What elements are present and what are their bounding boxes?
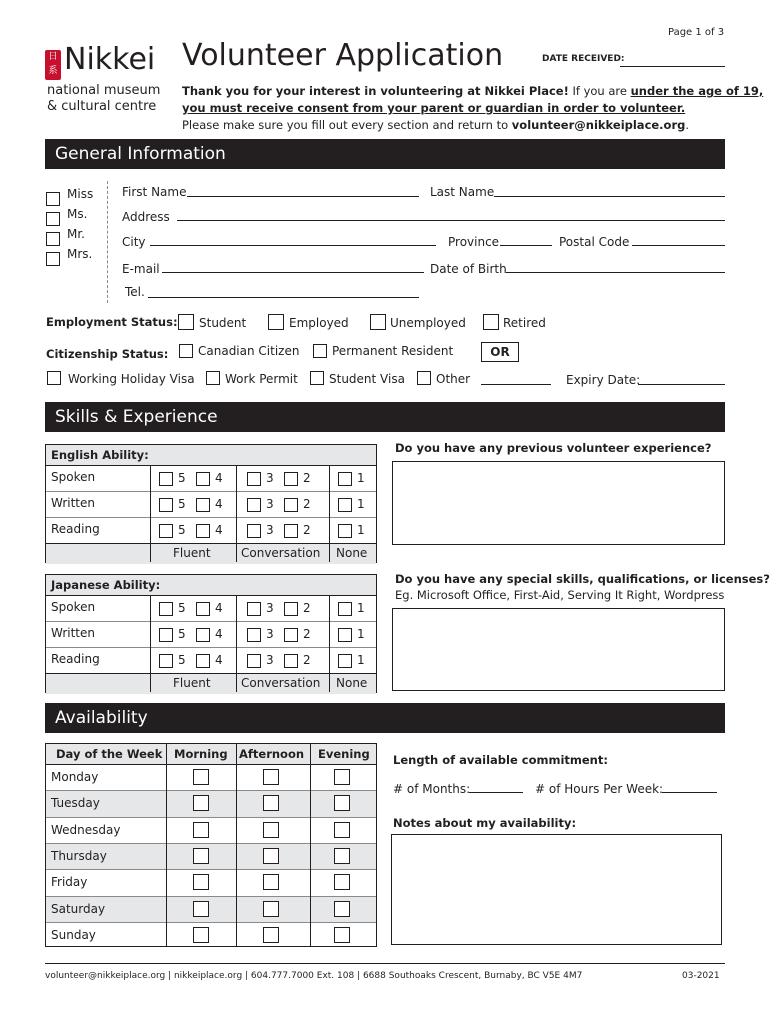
availability-notes-label: Notes about my availability:	[393, 816, 577, 830]
table-row	[46, 647, 376, 648]
employment-employed-checkbox[interactable]	[268, 314, 284, 330]
rating-level-label: 4	[215, 627, 223, 641]
rating-level-label: 5	[178, 471, 186, 485]
rating-level-label: 5	[178, 653, 186, 667]
japanese-ability-table	[45, 574, 377, 693]
wednesday-evening-checkbox[interactable]	[334, 822, 350, 838]
availability-notes-box[interactable]	[391, 834, 722, 945]
last-name-field[interactable]	[494, 196, 725, 197]
english-written-level-4-checkbox[interactable]	[196, 498, 210, 512]
japanese-reading-level-4-checkbox[interactable]	[196, 654, 210, 668]
intro-under: under the age of 19,	[630, 84, 764, 98]
english-reading-level-2-checkbox[interactable]	[284, 524, 298, 538]
japanese-spoken-level-5-checkbox[interactable]	[159, 602, 173, 616]
tel-label: Tel.	[125, 285, 145, 299]
footer-rule	[45, 963, 725, 964]
english-reading-level-3-checkbox[interactable]	[247, 524, 261, 538]
table-row	[46, 621, 376, 622]
table-row	[46, 543, 376, 564]
work-permit-checkbox[interactable]	[206, 371, 220, 385]
work-permit-label: Work Permit	[225, 372, 298, 386]
sunday-evening-checkbox[interactable]	[334, 927, 350, 943]
commitment-length-label: Length of available commitment:	[393, 753, 608, 767]
sunday-morning-checkbox[interactable]	[193, 927, 209, 943]
section-availability-heading	[45, 703, 725, 733]
title-ms-checkbox[interactable]	[46, 212, 60, 226]
col-afternoon-header: Afternoon	[239, 747, 305, 761]
rating-level-label: 4	[215, 523, 223, 537]
hours-field[interactable]	[662, 792, 717, 793]
rating-level-label: 2	[303, 497, 311, 511]
rating-level-label: 2	[303, 601, 311, 615]
english-written-level-1-checkbox[interactable]	[338, 498, 352, 512]
rating-level-label: 4	[215, 601, 223, 615]
footer-contact: volunteer@nikkeiplace.org | nikkeiplace.org | 604.777.7000 Ext. 108 | 6688 Southoaks Crescent, Burnaby, BC V5E 4M7	[45, 971, 583, 981]
table-row	[46, 673, 376, 694]
intro3-email[interactable]: volunteer@nikkeiplace.org	[511, 118, 686, 132]
title-miss-label: Miss	[67, 187, 94, 201]
english-written-level-3-checkbox[interactable]	[247, 498, 261, 512]
column-divider	[329, 595, 330, 692]
japanese-reading-level-2-checkbox[interactable]	[284, 654, 298, 668]
english-conversation-label: Conversation	[241, 546, 321, 560]
rating-level-label: 1	[357, 653, 365, 667]
title-mr-label: Mr.	[67, 227, 85, 241]
permanent-resident-label: Permanent Resident	[332, 344, 454, 358]
japanese-written-level-3-checkbox[interactable]	[247, 628, 261, 642]
other-visa-checkbox[interactable]	[417, 371, 431, 385]
thursday-afternoon-checkbox[interactable]	[263, 848, 279, 864]
japanese-written-level-1-checkbox[interactable]	[338, 628, 352, 642]
rating-level-label: 1	[357, 523, 365, 537]
employment-employed-label: Employed	[289, 316, 349, 330]
column-divider	[166, 744, 167, 946]
address-label: Address	[122, 210, 170, 224]
title-mrs-checkbox[interactable]	[46, 252, 60, 266]
volunteer-experience-question: Do you have any previous volunteer experience?	[395, 441, 712, 455]
section-general-heading	[45, 139, 725, 169]
monday-evening-checkbox[interactable]	[334, 769, 350, 785]
intro-line-2: you must receive consent from your parent or guardian in order to volunteer.	[182, 101, 686, 115]
rating-level-label: 3	[266, 523, 274, 537]
intro3-post: .	[685, 118, 690, 132]
last-name-label: Last Name	[430, 185, 495, 199]
hours-label: # of Hours Per Week:	[535, 782, 664, 796]
city-field[interactable]	[150, 245, 436, 246]
employment-unemployed-label: Unemployed	[390, 316, 466, 330]
column-divider	[310, 744, 311, 946]
table-row	[46, 595, 376, 596]
english-spoken-level-2-checkbox[interactable]	[284, 472, 298, 486]
first-name-label: First Name	[122, 185, 187, 199]
english-reading-level-1-checkbox[interactable]	[338, 524, 352, 538]
japanese-reading-level-5-checkbox[interactable]	[159, 654, 173, 668]
employment-retired-label: Retired	[503, 316, 546, 330]
dob-label: Date of Birth	[430, 262, 507, 276]
monday-afternoon-checkbox[interactable]	[263, 769, 279, 785]
address-field[interactable]	[177, 220, 725, 221]
intro-line-1	[182, 84, 763, 98]
special-skills-box[interactable]	[392, 608, 725, 691]
japanese-written-label: Written	[51, 626, 95, 640]
english-written-label: Written	[51, 496, 95, 510]
day-label-saturday: Saturday	[51, 901, 106, 916]
japanese-ability-title: Japanese Ability:	[46, 575, 376, 595]
japanese-none-label: None	[336, 676, 368, 690]
japanese-fluent-label: Fluent	[173, 676, 211, 690]
japanese-spoken-label: Spoken	[51, 600, 96, 614]
day-label-wednesday: Wednesday	[51, 822, 121, 837]
english-ability-title: English Ability:	[46, 445, 376, 465]
saturday-afternoon-checkbox[interactable]	[263, 901, 279, 917]
friday-evening-checkbox[interactable]	[334, 874, 350, 890]
day-label-friday: Friday	[51, 875, 88, 890]
rating-level-label: 5	[178, 627, 186, 641]
table-row	[46, 465, 376, 466]
working-holiday-checkbox[interactable]	[47, 371, 61, 385]
column-divider	[150, 465, 151, 562]
english-reading-label: Reading	[51, 522, 100, 536]
japanese-reading-level-1-checkbox[interactable]	[338, 654, 352, 668]
japanese-reading-label: Reading	[51, 652, 100, 666]
logo-mark-icon: 日 系	[45, 50, 61, 80]
rating-level-label: 1	[357, 497, 365, 511]
rating-level-label: 5	[178, 497, 186, 511]
postal-code-field[interactable]	[632, 245, 725, 246]
first-name-field[interactable]	[187, 196, 419, 197]
logo-subtitle-1: national museum	[47, 83, 161, 98]
rating-level-label: 2	[303, 523, 311, 537]
rating-level-label: 1	[357, 601, 365, 615]
rating-level-label: 2	[303, 471, 311, 485]
email-field[interactable]	[162, 272, 424, 273]
day-label-tuesday: Tuesday	[51, 796, 100, 811]
rating-level-label: 4	[215, 497, 223, 511]
table-row	[46, 517, 376, 518]
province-label: Province	[448, 235, 500, 249]
months-label: # of Months:	[393, 782, 471, 796]
rating-level-label: 5	[178, 601, 186, 615]
special-skills-question: Do you have any special skills, qualifications, or licenses?	[395, 572, 770, 586]
months-field[interactable]	[469, 792, 523, 793]
employment-status-label: Employment Status:	[46, 315, 178, 329]
rating-level-label: 3	[266, 653, 274, 667]
rating-level-label: 3	[266, 627, 274, 641]
availability-heading-text: Availability	[55, 708, 148, 728]
citizen-checkbox[interactable]	[179, 344, 193, 358]
sunday-afternoon-checkbox[interactable]	[263, 927, 279, 943]
rating-level-label: 3	[266, 497, 274, 511]
city-label: City	[122, 235, 146, 249]
citizen-label: Canadian Citizen	[198, 344, 300, 358]
rating-level-label: 5	[178, 523, 186, 537]
english-fluent-label: Fluent	[173, 546, 211, 560]
column-divider	[236, 744, 237, 946]
wednesday-morning-checkbox[interactable]	[193, 822, 209, 838]
column-divider	[329, 465, 330, 562]
employment-student-checkbox[interactable]	[178, 314, 194, 330]
monday-morning-checkbox[interactable]	[193, 769, 209, 785]
availability-table	[45, 743, 377, 947]
intro3-pre: Please make sure you fill out every section and return to	[182, 118, 512, 132]
japanese-reading-level-3-checkbox[interactable]	[247, 654, 261, 668]
saturday-evening-checkbox[interactable]	[334, 901, 350, 917]
tuesday-afternoon-checkbox[interactable]	[263, 795, 279, 811]
rating-level-label: 2	[303, 653, 311, 667]
expiry-field[interactable]	[638, 384, 725, 385]
japanese-written-level-2-checkbox[interactable]	[284, 628, 298, 642]
rating-level-label: 2	[303, 627, 311, 641]
english-spoken-level-1-checkbox[interactable]	[338, 472, 352, 486]
japanese-written-level-5-checkbox[interactable]	[159, 628, 173, 642]
saturday-morning-checkbox[interactable]	[193, 901, 209, 917]
intro-rest: If you are	[568, 84, 631, 98]
general-heading-text: General Information	[55, 144, 226, 164]
title-mr-checkbox[interactable]	[46, 232, 60, 246]
friday-afternoon-checkbox[interactable]	[263, 874, 279, 890]
title-divider	[107, 181, 108, 303]
english-written-level-2-checkbox[interactable]	[284, 498, 298, 512]
day-label-thursday: Thursday	[51, 848, 107, 863]
wednesday-afternoon-checkbox[interactable]	[263, 822, 279, 838]
rating-level-label: 3	[266, 601, 274, 615]
friday-morning-checkbox[interactable]	[193, 874, 209, 890]
japanese-spoken-level-2-checkbox[interactable]	[284, 602, 298, 616]
japanese-spoken-level-1-checkbox[interactable]	[338, 602, 352, 616]
english-spoken-label: Spoken	[51, 470, 96, 484]
page-number: Page 1 of 3	[668, 27, 725, 38]
table-row	[46, 491, 376, 492]
working-holiday-label: Working Holiday Visa	[68, 372, 195, 386]
student-visa-label: Student Visa	[329, 372, 405, 386]
english-spoken-level-5-checkbox[interactable]	[159, 472, 173, 486]
english-spoken-level-4-checkbox[interactable]	[196, 472, 210, 486]
date-received-label: DATE RECEIVED:	[542, 54, 625, 64]
title-miss-checkbox[interactable]	[46, 192, 60, 206]
title-ms-label: Ms.	[67, 207, 88, 221]
column-divider	[150, 595, 151, 692]
col-morning-header: Morning	[174, 747, 228, 761]
employment-retired-checkbox[interactable]	[483, 314, 499, 330]
english-spoken-level-3-checkbox[interactable]	[247, 472, 261, 486]
col-day-header: Day of the Week	[56, 747, 163, 761]
japanese-spoken-level-4-checkbox[interactable]	[196, 602, 210, 616]
rating-level-label: 3	[266, 471, 274, 485]
rating-level-label: 1	[357, 627, 365, 641]
tuesday-morning-checkbox[interactable]	[193, 795, 209, 811]
japanese-written-level-4-checkbox[interactable]	[196, 628, 210, 642]
intro-line-3	[182, 118, 689, 132]
special-skills-example: Eg. Microsoft Office, First-Aid, Serving It Right, Wordpress	[395, 588, 725, 602]
employment-unemployed-checkbox[interactable]	[370, 314, 386, 330]
postal-code-label: Postal Code	[559, 235, 630, 249]
col-evening-header: Evening	[318, 747, 370, 761]
expiry-label: Expiry Date:	[566, 373, 641, 387]
permanent-resident-checkbox[interactable]	[313, 344, 327, 358]
citizenship-status-label: Citizenship Status:	[46, 347, 169, 361]
student-visa-checkbox[interactable]	[310, 371, 324, 385]
dob-field[interactable]	[506, 272, 725, 273]
date-received-field[interactable]	[620, 66, 725, 67]
table-row	[46, 869, 376, 895]
logo-subtitle-2: & cultural centre	[47, 99, 157, 114]
english-written-level-5-checkbox[interactable]	[159, 498, 173, 512]
or-badge: OR	[481, 342, 519, 362]
english-reading-level-4-checkbox[interactable]	[196, 524, 210, 538]
province-field[interactable]	[500, 245, 552, 246]
volunteer-experience-box[interactable]	[392, 461, 725, 545]
intro-bold: Thank you for your interest in volunteering at Nikkei Place!	[182, 84, 569, 98]
day-label-sunday: Sunday	[51, 927, 96, 942]
footer-form-code: 03-2021	[682, 971, 720, 981]
other-visa-label: Other	[436, 372, 471, 386]
other-visa-field[interactable]	[481, 384, 551, 385]
email-label: E-mail	[122, 262, 160, 276]
skills-heading-text: Skills & Experience	[55, 407, 218, 427]
page-title: Volunteer Application	[182, 38, 504, 73]
tel-field[interactable]	[148, 297, 419, 298]
logo	[45, 44, 170, 116]
english-reading-level-5-checkbox[interactable]	[159, 524, 173, 538]
title-mrs-label: Mrs.	[67, 247, 93, 261]
english-ability-table	[45, 444, 377, 563]
day-label-monday: Monday	[51, 770, 99, 784]
logo-wordmark: Nikkei	[64, 42, 156, 77]
english-none-label: None	[336, 546, 368, 560]
thursday-morning-checkbox[interactable]	[193, 848, 209, 864]
column-divider	[236, 595, 237, 692]
employment-student-label: Student	[199, 316, 247, 330]
tuesday-evening-checkbox[interactable]	[334, 795, 350, 811]
japanese-conversation-label: Conversation	[241, 676, 321, 690]
thursday-evening-checkbox[interactable]	[334, 848, 350, 864]
section-skills-heading	[45, 402, 725, 432]
rating-level-label: 1	[357, 471, 365, 485]
column-divider	[236, 465, 237, 562]
rating-level-label: 4	[215, 653, 223, 667]
rating-level-label: 4	[215, 471, 223, 485]
japanese-spoken-level-3-checkbox[interactable]	[247, 602, 261, 616]
